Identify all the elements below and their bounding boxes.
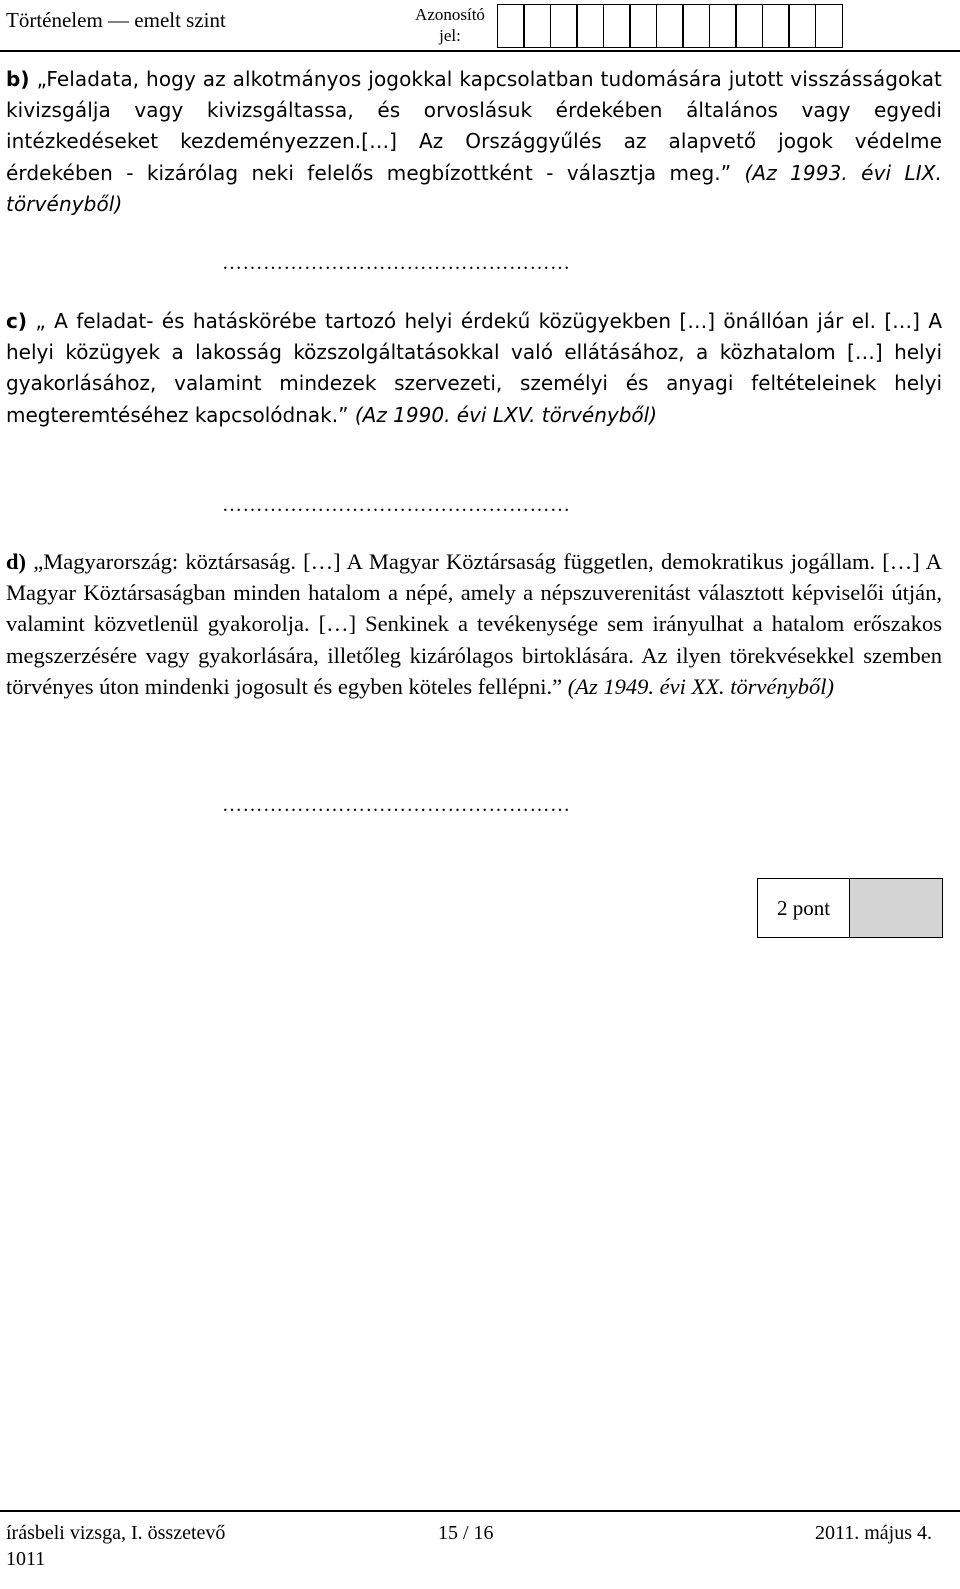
id-box[interactable] bbox=[603, 4, 631, 48]
question-d-quote: „Magyarország: köztársaság. […] A Magyar Köztársaság független, demokratikus jogállam. […] A Magyar Köztársaságban minden hatalom a népé, amely a népszuverenitást választott képviselői útján, valamint közvetlenül gyakorolja. […] Senkinek a tevékenysége sem irányulhat a hatalom erőszakos megszerzésére vagy gyakorlására, illetőleg kizárólagos birtoklására. Az ilyen törekvésekkel szemben törvényes úton mindenki jogosult és egyben köteles fellépni.” bbox=[6, 549, 942, 699]
question-b-label: b) bbox=[6, 67, 30, 91]
id-box[interactable] bbox=[550, 4, 578, 48]
answer-line-d[interactable]: …………………………………………… bbox=[222, 794, 571, 816]
exam-type: írásbeli vizsga, I. összetevő bbox=[6, 1522, 226, 1544]
score-box bbox=[757, 878, 943, 938]
question-c-source: (Az 1990. évi LXV. törvényből) bbox=[354, 402, 658, 427]
id-box[interactable] bbox=[656, 4, 684, 48]
id-box[interactable] bbox=[788, 4, 816, 48]
id-box[interactable] bbox=[523, 4, 551, 48]
answer-line-b[interactable]: …………………………………………… bbox=[222, 252, 571, 274]
question-d-source: (Az 1949. évi XX. törvényből) bbox=[567, 673, 834, 699]
score-field[interactable] bbox=[850, 879, 942, 937]
question-c-label: c) bbox=[6, 309, 27, 333]
exam-date: 2011. május 4. bbox=[814, 1522, 932, 1544]
id-box[interactable] bbox=[629, 4, 657, 48]
id-boxes[interactable] bbox=[498, 4, 843, 48]
header-divider bbox=[0, 50, 960, 52]
question-d-label: d) bbox=[6, 549, 27, 574]
id-box[interactable] bbox=[735, 4, 763, 48]
id-box[interactable] bbox=[709, 4, 737, 48]
exam-code: 1011 bbox=[6, 1548, 46, 1570]
footer-divider bbox=[0, 1510, 960, 1512]
id-box[interactable] bbox=[576, 4, 604, 48]
id-box[interactable] bbox=[497, 4, 525, 48]
subject-title: Történelem — emelt szint bbox=[6, 8, 226, 32]
id-box[interactable] bbox=[762, 4, 790, 48]
id-label: Azonosító jel: bbox=[415, 5, 485, 45]
question-b-source: (Az 1993. évi LIX. törvényből) bbox=[6, 160, 942, 216]
question-c bbox=[6, 306, 942, 431]
question-b-quote: „Feladata, hogy az alkotmányos jogokkal kapcsolatban tudomására jutott visszásságokat kivizsgálja vagy kivizsgáltassa, és orvoslásuk érdekében általános vagy egyedi intézkedéseket kezdeményezzen.[…] Az Országgyűlés az alapvető jogok védelme érdekében - kizárólag neki felelős megbízottként - választja meg.” bbox=[6, 67, 942, 185]
page-header bbox=[0, 0, 960, 48]
question-b bbox=[6, 64, 942, 220]
id-box[interactable] bbox=[815, 4, 843, 48]
question-d bbox=[6, 546, 942, 702]
id-box[interactable] bbox=[682, 4, 710, 48]
page-number: 15 / 16 bbox=[438, 1522, 494, 1544]
question-c-quote: „ A feladat- és hatáskörébe tartozó helyi érdekű közügyekben […] önállóan jár el. […] A helyi közügyek a lakosság közszolgáltatásokkal való ellátásához, a közhatalom […] helyi gyakorlásához, valamint mindezek szervezeti, személyi és anyagi feltételeinek helyi megteremtéséhez kapcsolódnak.” bbox=[6, 309, 943, 427]
score-label: 2 pont bbox=[758, 879, 850, 937]
answer-line-c[interactable]: …………………………………………… bbox=[222, 494, 571, 516]
